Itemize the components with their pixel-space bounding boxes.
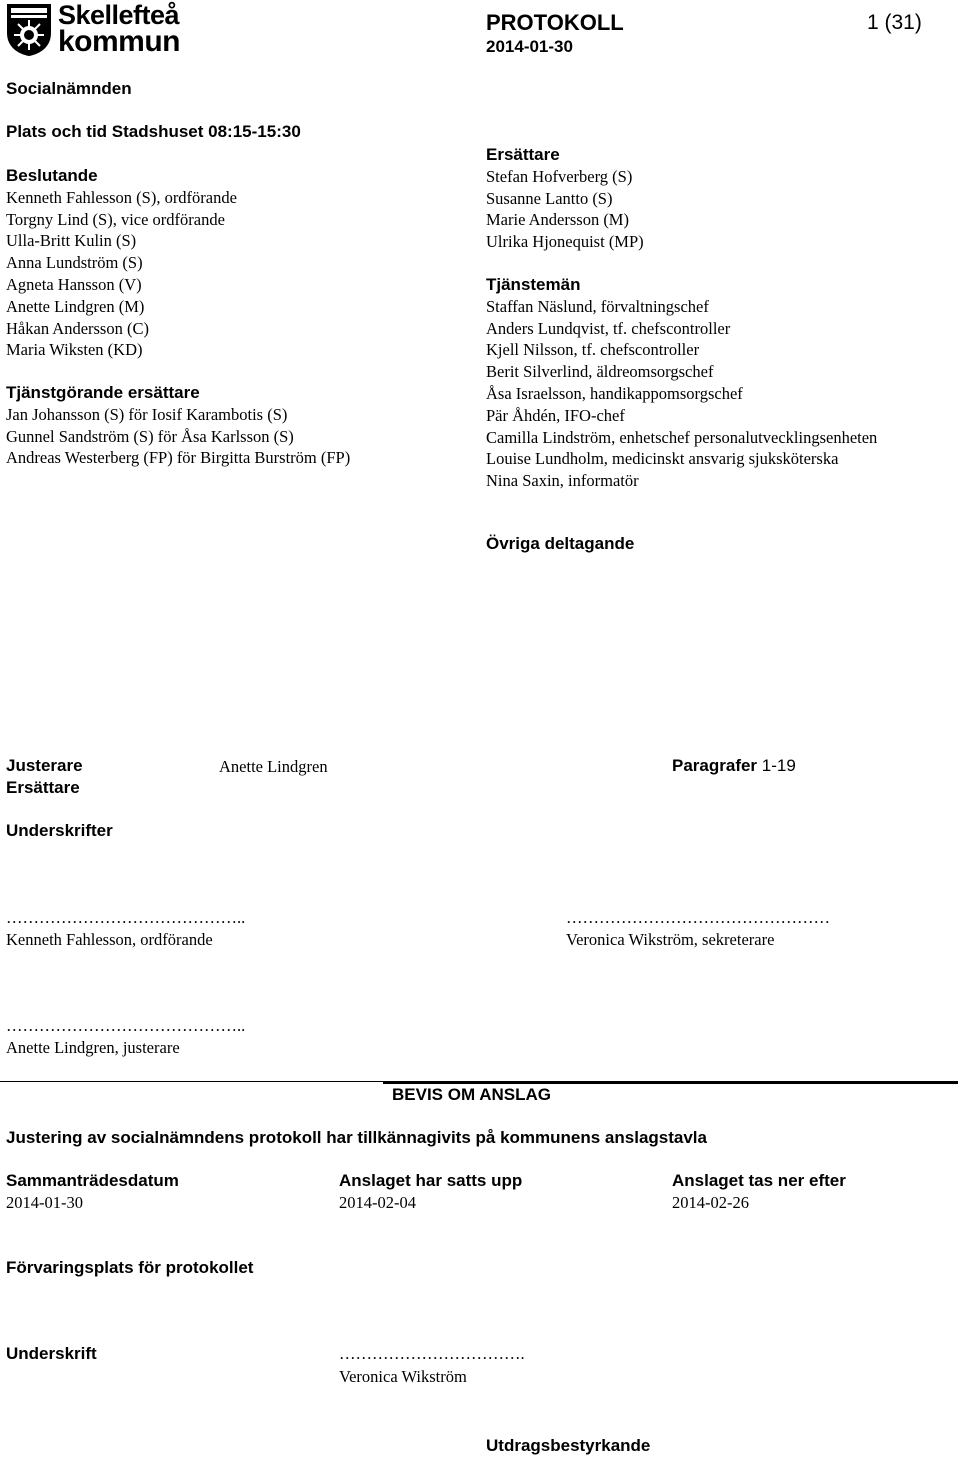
posted-label: Anslaget har satts upp xyxy=(339,1171,523,1190)
meeting-date-value: 2014-01-30 xyxy=(6,1193,83,1212)
signature-line: …………………………………….. xyxy=(6,908,246,927)
committee-name: Socialnämnden xyxy=(6,79,132,98)
official-row: Staffan Näslund, förvaltningschef xyxy=(486,296,709,316)
paragraphs xyxy=(672,756,796,776)
certifier-label: Utdragsbestyrkande xyxy=(486,1436,651,1455)
adjuster-label: Justerare xyxy=(6,756,83,775)
notice-signature-label: Underskrift xyxy=(6,1344,97,1363)
member-row: Agneta Hansson (V) xyxy=(6,274,142,294)
adjuster-name: Anette Lindgren xyxy=(219,757,328,776)
signature-name: Veronica Wikström, sekreterare xyxy=(566,930,775,949)
member-row: Maria Wiksten (KD) xyxy=(6,340,143,360)
paragraphs-value: 1-19 xyxy=(761,756,796,775)
official-row: Anders Lundqvist, tf. chefscontroller xyxy=(486,318,731,338)
storage-label: Förvaringsplats för protokollet xyxy=(6,1258,254,1277)
member-row: Anette Lindgren (M) xyxy=(6,296,145,316)
official-row: Åsa Israelsson, handikappomsorgschef xyxy=(486,383,743,403)
officials-section xyxy=(486,274,877,492)
member-row: Susanne Lantto (S) xyxy=(486,188,613,208)
other-participants-heading: Övriga deltagande xyxy=(486,534,635,553)
page-number: 1 (31) xyxy=(867,11,922,34)
member-row: Ulrika Hjonequist (MP) xyxy=(486,232,644,252)
substitute-adjuster-label: Ersättare xyxy=(6,778,80,797)
document-date: 2014-01-30 xyxy=(486,37,573,56)
removed-label: Anslaget tas ner efter xyxy=(672,1171,846,1190)
serving-substitutes-section xyxy=(6,382,350,469)
posted-date-value: 2014-02-04 xyxy=(339,1193,416,1212)
signature-line: …………………………………….. xyxy=(6,1016,246,1035)
member-row: Håkan Andersson (C) xyxy=(6,318,149,338)
signature-line: ………………………………………… xyxy=(566,908,830,927)
notice-statement: Justering av socialnämndens protokoll har tillkännagivits på kommunens anslagstavla xyxy=(6,1128,707,1147)
official-row: Louise Lundholm, medicinskt ansvarig sjuksköterska xyxy=(486,449,839,469)
signature-name: Kenneth Fahlesson, ordförande xyxy=(6,930,213,949)
document-type: PROTOKOLL xyxy=(486,10,624,35)
meeting-date-label: Sammanträdesdatum xyxy=(6,1171,179,1190)
member-row: Jan Johansson (S) för Iosif Karambotis (S) xyxy=(6,404,288,424)
official-row: Nina Saxin, informatör xyxy=(486,471,639,491)
member-row: Stefan Hofverberg (S) xyxy=(486,166,633,186)
serving-substitutes-heading: Tjänstgörande ersättare xyxy=(6,383,200,402)
member-row: Gunnel Sandström (S) för Åsa Karlsson (S) xyxy=(6,426,294,446)
divider-thick xyxy=(383,1081,958,1084)
official-row: Camilla Lindström, enhetschef personalutvecklingsenheten xyxy=(486,427,878,447)
logo-text-line2: kommun xyxy=(58,25,181,58)
substitutes-section xyxy=(486,144,644,253)
official-row: Pär Åhdén, IFO-chef xyxy=(486,405,625,425)
paragraphs-label: Paragrafer xyxy=(672,756,758,775)
notice-signature-name: Veronica Wikström xyxy=(339,1367,467,1386)
member-row: Kenneth Fahlesson (S), ordförande xyxy=(6,187,237,207)
signature-name: Anette Lindgren, justerare xyxy=(6,1038,180,1057)
decision-makers-heading: Beslutande xyxy=(6,166,98,185)
removed-date-value: 2014-02-26 xyxy=(672,1193,749,1212)
notice-title: BEVIS OM ANSLAG xyxy=(392,1085,551,1104)
substitutes-heading: Ersättare xyxy=(486,145,560,164)
crest-icon xyxy=(6,3,52,57)
logo xyxy=(6,0,196,58)
member-row: Marie Andersson (M) xyxy=(486,210,629,230)
member-row: Anna Lundström (S) xyxy=(6,253,143,273)
official-row: Kjell Nilsson, tf. chefscontroller xyxy=(486,340,700,360)
member-row: Andreas Westerberg (FP) för Birgitta Burström (FP) xyxy=(6,448,351,468)
logo-text-line1: Skellefteå xyxy=(58,0,180,30)
officials-heading: Tjänstemän xyxy=(486,275,581,294)
official-row: Berit Silverlind, äldreomsorgschef xyxy=(486,362,714,382)
decision-makers-section xyxy=(6,165,237,361)
member-row: Torgny Lind (S), vice ordförande xyxy=(6,209,225,229)
notice-signature-line: ……………………………. xyxy=(339,1344,525,1363)
place-and-time: Plats och tid Stadshuset 08:15-15:30 xyxy=(6,122,301,141)
member-row: Ulla-Britt Kulin (S) xyxy=(6,231,137,251)
signatures-label: Underskrifter xyxy=(6,821,113,840)
